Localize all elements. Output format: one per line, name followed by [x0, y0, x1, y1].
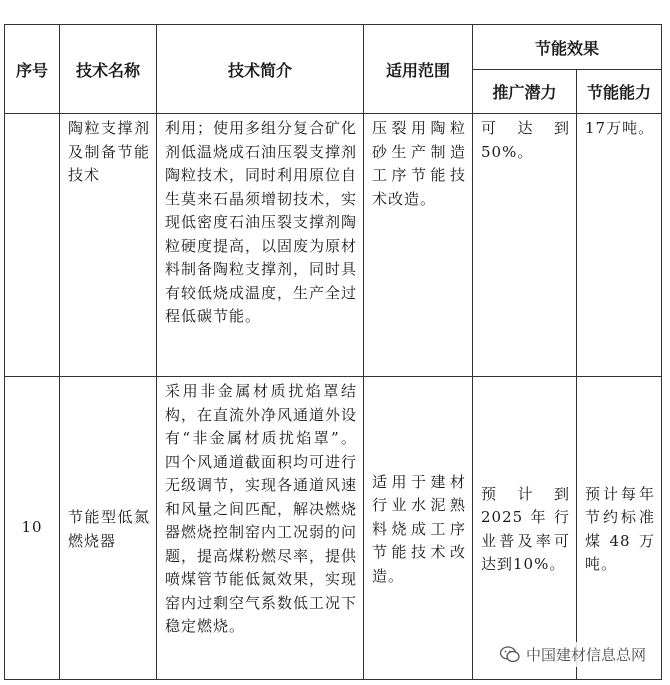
header-capacity: 节能能力 — [577, 70, 662, 114]
table-row — [5, 114, 662, 377]
header-effect: 节能效果 — [473, 25, 662, 70]
header-seq: 序号 — [5, 25, 60, 114]
row-tech-intro: 采用非金属材质扰焰罩结构，在直流外净风通道外设有“非金属材质扰焰罩”。四个风通道截面积均可进行无级调节，实现各通道风速和风量之间匹配，解决燃烧器燃烧控制窑内工况弱的问题，提高煤粉燃尽率，提供喷煤管节能低氮效果，实现窑内过剩空气系数低工况下稳定燃烧。 — [165, 382, 358, 635]
row-capacity: 预计每年节约标准煤48万吨。 — [585, 484, 656, 573]
row-tech-name: 陶粒支撑剂及制备节能技术 — [68, 119, 150, 184]
row-tech-intro: 利用；使用多组分复合矿化剂低温烧成石油压裂支撑剂陶粒技术，同时利用原位自生莫来石晶须增韧技术，实现低密度石油压裂支撑剂陶粒硬度提高，以固废为原材料制备陶粒支撑剂，同时具有较低烧成温度，生产全过程低碳节能。 — [165, 119, 358, 325]
table-row — [5, 377, 662, 680]
row-potential: 预计到2025年行业普及率可达到10%。 — [481, 484, 570, 573]
wechat-icon — [500, 646, 520, 663]
row-tech-name: 节能型低氮燃烧器 — [68, 508, 150, 550]
watermark-text: 中国建材信息总网 — [525, 646, 646, 664]
header-tech-intro: 技术简介 — [157, 25, 364, 114]
row-seq: 10 — [5, 377, 60, 680]
header-tech-name: 技术名称 — [60, 25, 157, 114]
row-scope: 压裂用陶粒砂生产制造工序节能技术改造。 — [372, 119, 466, 208]
watermark — [496, 642, 650, 667]
header-scope: 适用范围 — [364, 25, 473, 114]
energy-tech-table — [4, 24, 662, 680]
row-scope: 适用于建材行业水泥熟料烧成工序节能技术改造。 — [372, 472, 466, 585]
row-seq — [5, 114, 60, 377]
row-potential: 可达到50%。 — [481, 119, 570, 161]
row-capacity: 17万吨。 — [585, 119, 655, 137]
header-potential: 推广潜力 — [473, 70, 577, 114]
